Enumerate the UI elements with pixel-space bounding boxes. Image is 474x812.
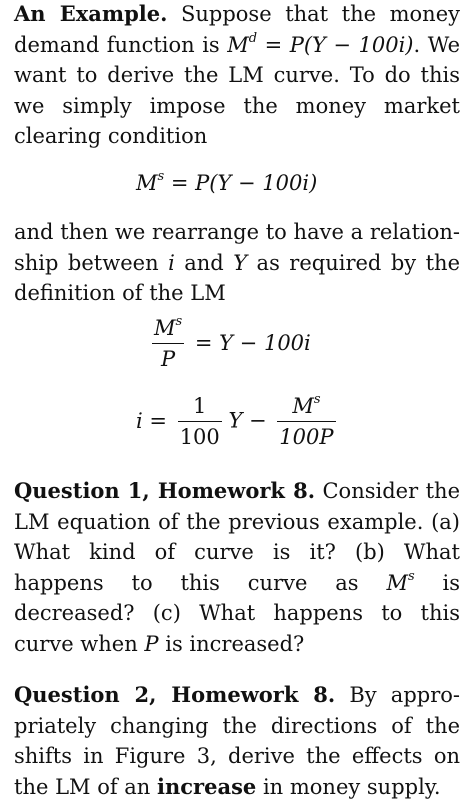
question-1-heading: Question 1, Homework 8.: [14, 478, 316, 503]
eq2-numerator: [152, 314, 184, 343]
example-heading: An Example.: [14, 1, 168, 26]
eq3-fraction-2: [277, 392, 335, 449]
eq1-rhs: = P(Y − 100i): [164, 171, 318, 195]
eq2-num-symbol: M: [154, 316, 176, 340]
eq3-frac1-numerator: 1: [193, 394, 207, 418]
eq3-frac2-denominator: 100P: [277, 421, 335, 448]
rearrange-text: and then we rearrange to have a relation-ship between: [14, 220, 460, 275]
equation-ms-over-p: [152, 314, 311, 371]
question-2-emphasis: increase: [157, 773, 257, 799]
eq2-denominator: P: [152, 343, 184, 370]
eq3-fraction-1: [178, 396, 222, 448]
money-demand-superscript: d: [248, 30, 258, 46]
eq3-mid: Y −: [228, 408, 267, 433]
var-Y: Y: [233, 250, 248, 275]
eq3-frac2-numerator: [277, 392, 335, 421]
question-1-p: P: [144, 631, 159, 656]
eq3-frac1-denominator: 100: [178, 421, 222, 448]
var-i: i: [168, 250, 175, 275]
eq1-lhs-superscript: s: [157, 169, 165, 184]
question-1-ms: M: [386, 570, 408, 595]
question-1-text-a: Consider the LM equation of the previous example. (a) What kind of curve is it? (b) What happens to this curve as: [14, 479, 460, 595]
equation-money-market: [136, 169, 317, 197]
rearrange-text-end: as required by the definition of the LM: [14, 250, 460, 305]
eq3-lhs: i =: [136, 408, 167, 433]
question-2-text-a: By appro-priately changing the directions of the shifts in Figure 3, derive the effects on the LM of an: [14, 683, 460, 799]
question-1-ms-superscript: s: [407, 568, 415, 584]
question-1-text-b: is decreased? (c) What happens to this curve when: [14, 570, 460, 656]
eq2-fraction: [152, 314, 184, 371]
equation-i-solved: [136, 392, 336, 449]
example-text-1: Suppose that the money demand function is: [14, 2, 460, 57]
example-paragraph: [14, 0, 460, 152]
rearrange-paragraph: [14, 217, 460, 309]
and-text: and: [174, 250, 234, 275]
question-2-text-b: in money supply.: [256, 774, 441, 799]
money-demand-rhs: = P(Y − 100i): [257, 32, 414, 57]
eq1-lhs: M: [136, 171, 158, 195]
question-1-text-c: is increased?: [158, 631, 305, 656]
eq2-num-superscript: s: [175, 314, 183, 329]
eq2-rhs: = Y − 100i: [194, 330, 311, 355]
question-2-paragraph: [14, 680, 460, 802]
question-2-heading: Question 2, Homework 8.: [14, 682, 336, 707]
eq3-frac2-num-symbol: M: [292, 394, 314, 418]
eq3-frac2-num-superscript: s: [313, 392, 321, 407]
question-1-paragraph: [14, 476, 460, 659]
example-text-2: . We want to derive the LM curve. To do this we simply impose the money market clearing condition: [14, 32, 460, 148]
money-demand-symbol: M: [227, 32, 249, 57]
